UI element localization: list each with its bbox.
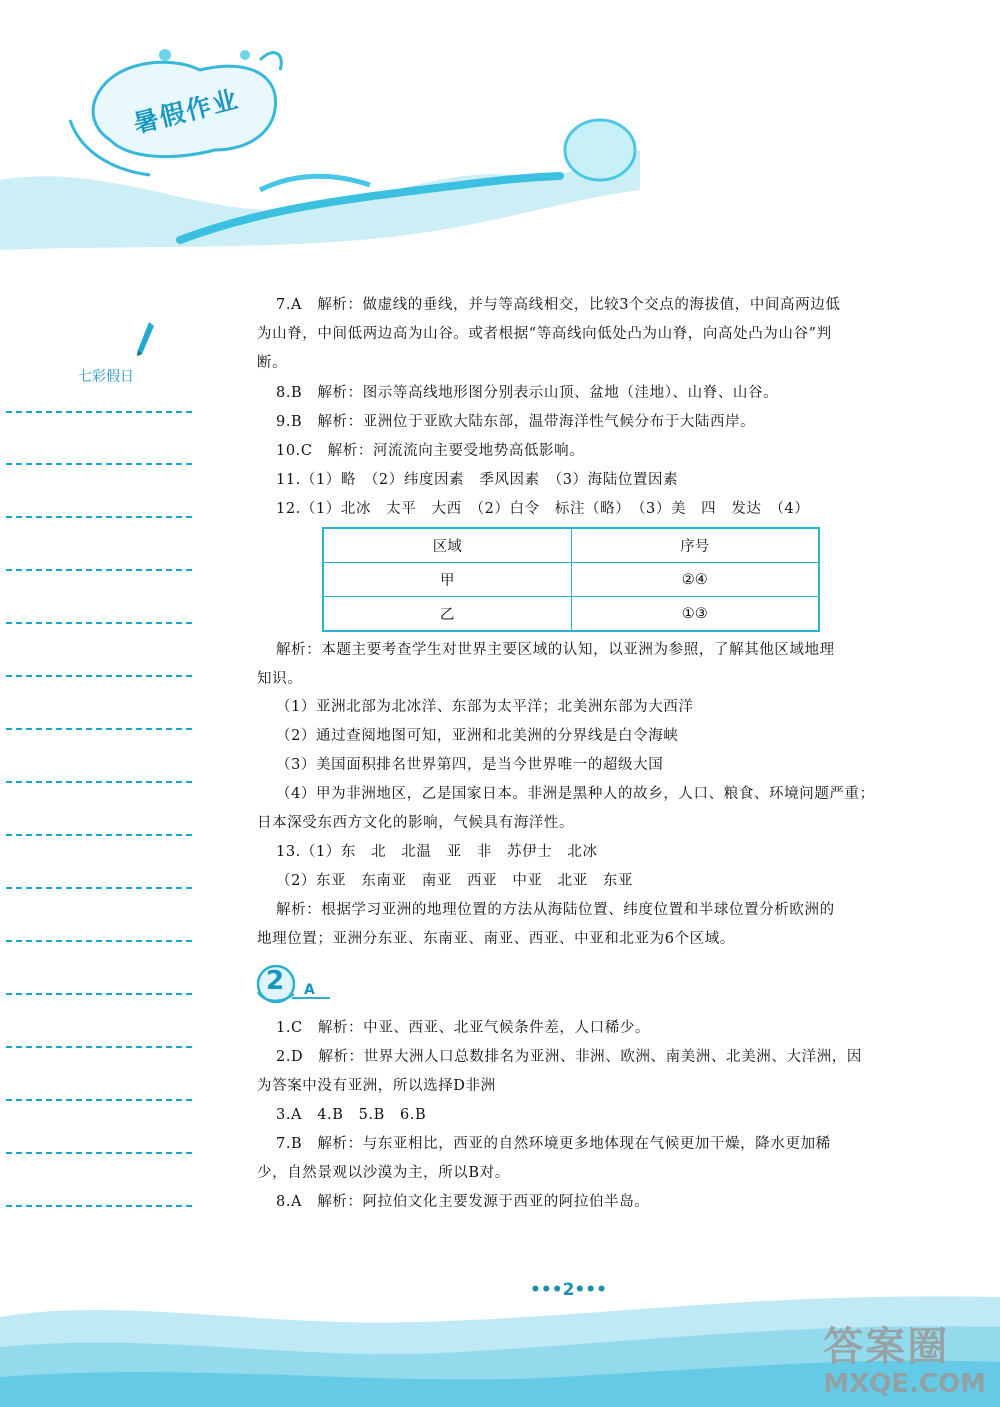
answer-13-line-2: （2）东亚 东南亚 南亚 西亚 中亚 北亚 东亚 (276, 873, 634, 889)
answer-12-analysis-line: （3）美国面积排名世界第四，是当今世界唯一的超级大国 (276, 757, 664, 773)
table-cell: 乙 (323, 597, 571, 632)
table-cell: ②④ (571, 563, 819, 597)
section2-line: 为答案中没有亚洲，所以选择D非洲 (257, 1078, 496, 1094)
answer-11: 11.（1）略 （2）纬度因素 季风因素 （3）海陆位置因素 (276, 472, 679, 488)
section2-line: 3.A 4.B 5.B 6.B (276, 1107, 427, 1123)
answer-12-analysis-line: （4）甲为非洲地区，乙是国家日本。非洲是黑种人的故乡，人口、粮食、环境问题严重； (276, 786, 875, 802)
region-table (322, 527, 820, 632)
sidebar-rule (6, 411, 192, 413)
section2-line: 7.B 解析：与东亚相比，西亚的自然环境更多地体现在气候更加干燥，降水更加稀 (276, 1136, 831, 1152)
sidebar-rule (6, 622, 192, 624)
table-header-row (323, 528, 819, 563)
answer-10: 10.C 解析：河流流向主要受地势高低影响。 (276, 443, 585, 459)
sidebar-rule (6, 781, 192, 783)
sidebar-rule (6, 675, 192, 677)
answer-12-analysis-line: 日本深受东西方文化的影响，气候具有海洋性。 (257, 815, 575, 831)
answer-13-analysis-line: 解析：根据学习亚洲的地理位置的方法从海陆位置、纬度位置和半球位置分析欧洲的 (276, 902, 835, 918)
section2-line: 少，自然景观以沙漠为主，所以B对。 (257, 1165, 510, 1181)
sidebar-rule (6, 834, 192, 836)
watermark-line-2: MXQE.COM (823, 1369, 986, 1399)
table-row (323, 597, 819, 632)
answer-12: 12.（1）北冰 太平 大西 （2）白令 标注（略） （3）美 四 发达 （4） (276, 501, 810, 517)
table-row (323, 563, 819, 597)
sidebar-rule (6, 516, 192, 518)
sidebar-rule (6, 728, 192, 730)
answer-13-analysis-line: 地理位置；亚洲分东亚、东南亚、南亚、西亚、中亚和北亚为6个区域。 (257, 931, 735, 947)
answer-7-line-2: 为山脊，中间低两边高为山谷。或者根据“等高线向低处凸为山脊，向高处凸为山谷”判 (257, 326, 832, 342)
sidebar-rule (6, 1152, 192, 1154)
sidebar-rule (6, 940, 192, 942)
answer-12-analysis-line: （2）通过查阅地图可知，亚洲和北美洲的分界线是白令海峡 (276, 728, 679, 744)
watermark-line-1: 答案圈 (823, 1324, 950, 1370)
answer-9: 9.B 解析：亚洲位于亚欧大陆东部，温带海洋性气候分布于大陆西岸。 (276, 414, 756, 430)
table-cell: ①③ (571, 597, 819, 632)
answer-8: 8.B 解析：图示等高线地形图分别表示山顶、盆地（洼地）、山脊、山谷。 (276, 385, 779, 401)
section2-line: 8.A 解析：阿拉伯文化主要发源于西亚的阿拉伯半岛。 (276, 1194, 650, 1210)
watermark (823, 1325, 986, 1399)
table-header-cell: 区域 (323, 528, 571, 563)
section2-line: 2.D 解析：世界大洲人口总数排名为亚洲、非洲、欧洲、南美洲、北美洲、大洋洲，因 (276, 1049, 862, 1065)
answer-12-analysis-line: 知识。 (257, 671, 303, 687)
sidebar-rule (6, 1099, 192, 1101)
table-cell: 甲 (323, 563, 571, 597)
sidebar-rule (6, 463, 192, 465)
sidebar-rule (6, 1046, 192, 1048)
table-header-cell: 序号 (571, 528, 819, 563)
sidebar-rule (6, 569, 192, 571)
answer-7-line-1: 7.A 解析：做虚线的垂线，并与等高线相交，比较3个交点的海拔值，中间高两边低 (276, 297, 841, 313)
section2-line: 1.C 解析：中亚、西亚、北亚气候条件差，人口稀少。 (276, 1020, 651, 1036)
sidebar-rule (6, 1205, 192, 1207)
answer-12-analysis-line: 解析：本题主要考查学生对世界主要区域的认知，以亚洲为参照，了解其他区域地理 (276, 642, 835, 658)
sidebar-label: 七彩假日 (78, 369, 134, 385)
header-title: 暑假作业 (130, 84, 243, 139)
section-badge-letter: A (304, 982, 315, 998)
answer-12-analysis-line: （1）亚洲北部为北冰洋、东部为太平洋；北美洲东部为大西洋 (276, 699, 694, 715)
section-badge-icon (252, 962, 332, 1006)
section-badge-number: 2 (266, 966, 285, 996)
page-number: •••2••• (530, 1280, 608, 1300)
pen-icon (134, 320, 156, 360)
sidebar-rule (6, 993, 192, 995)
answer-7-line-3: 断。 (257, 355, 288, 371)
sidebar-rule (6, 887, 192, 889)
answer-13-line-1: 13.（1）东 北 北温 亚 非 苏伊士 北冰 (276, 844, 598, 860)
